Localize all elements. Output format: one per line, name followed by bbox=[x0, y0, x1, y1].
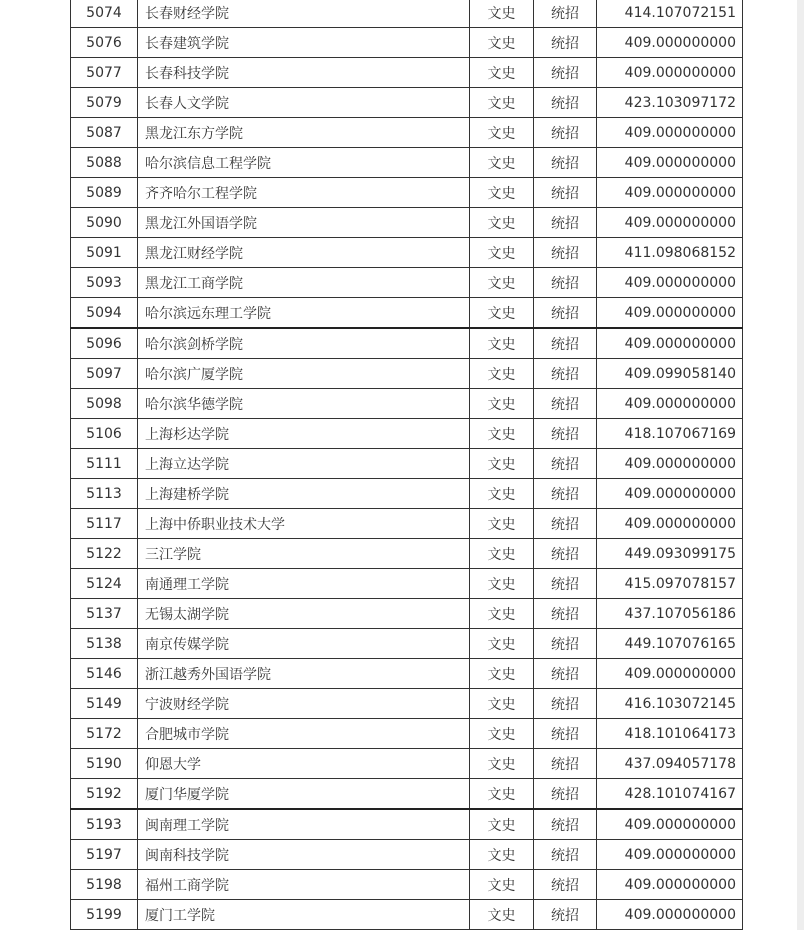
score-cell: 409.000000000 bbox=[597, 268, 743, 298]
school-code-cell: 5096 bbox=[71, 328, 138, 359]
subject-type-cell: 文史 bbox=[470, 599, 534, 629]
table-row bbox=[71, 118, 743, 148]
score-cell: 409.099058140 bbox=[597, 359, 743, 389]
school-name-cell: 厦门工学院 bbox=[138, 900, 470, 930]
subject-type-cell: 文史 bbox=[470, 749, 534, 779]
admission-mode-cell: 统招 bbox=[534, 870, 597, 900]
school-name-cell: 上海中侨职业技术大学 bbox=[138, 509, 470, 539]
subject-type-cell: 文史 bbox=[470, 479, 534, 509]
admission-mode-cell: 统招 bbox=[534, 178, 597, 208]
school-code-cell: 5074 bbox=[71, 0, 138, 28]
score-cell: 437.094057178 bbox=[597, 749, 743, 779]
admission-score-table bbox=[70, 0, 743, 930]
school-code-cell: 5088 bbox=[71, 148, 138, 178]
school-code-cell: 5090 bbox=[71, 208, 138, 238]
score-cell: 409.000000000 bbox=[597, 58, 743, 88]
school-name-cell: 南通理工学院 bbox=[138, 569, 470, 599]
subject-type-cell: 文史 bbox=[470, 449, 534, 479]
school-code-cell: 5124 bbox=[71, 569, 138, 599]
school-code-cell: 5149 bbox=[71, 689, 138, 719]
admission-mode-cell: 统招 bbox=[534, 58, 597, 88]
school-name-cell: 上海立达学院 bbox=[138, 449, 470, 479]
school-name-cell: 黑龙江财经学院 bbox=[138, 238, 470, 268]
school-name-cell: 福州工商学院 bbox=[138, 870, 470, 900]
admission-mode-cell: 统招 bbox=[534, 419, 597, 449]
table-row bbox=[71, 238, 743, 268]
school-code-cell: 5117 bbox=[71, 509, 138, 539]
school-name-cell: 哈尔滨剑桥学院 bbox=[138, 328, 470, 359]
score-cell: 409.000000000 bbox=[597, 449, 743, 479]
table-row bbox=[71, 328, 743, 359]
school-code-cell: 5198 bbox=[71, 870, 138, 900]
school-code-cell: 5193 bbox=[71, 809, 138, 840]
table-row bbox=[71, 58, 743, 88]
admission-mode-cell: 统招 bbox=[534, 449, 597, 479]
admission-mode-cell: 统招 bbox=[534, 569, 597, 599]
table-row bbox=[71, 840, 743, 870]
subject-type-cell: 文史 bbox=[470, 298, 534, 329]
score-cell: 415.097078157 bbox=[597, 569, 743, 599]
admission-mode-cell: 统招 bbox=[534, 389, 597, 419]
school-name-cell: 闽南理工学院 bbox=[138, 809, 470, 840]
score-cell: 409.000000000 bbox=[597, 840, 743, 870]
subject-type-cell: 文史 bbox=[470, 148, 534, 178]
school-code-cell: 5077 bbox=[71, 58, 138, 88]
admission-mode-cell: 统招 bbox=[534, 599, 597, 629]
subject-type-cell: 文史 bbox=[470, 359, 534, 389]
score-cell: 409.000000000 bbox=[597, 659, 743, 689]
school-name-cell: 无锡太湖学院 bbox=[138, 599, 470, 629]
table-row bbox=[71, 178, 743, 208]
table-row bbox=[71, 148, 743, 178]
school-name-cell: 长春人文学院 bbox=[138, 88, 470, 118]
school-name-cell: 上海建桥学院 bbox=[138, 479, 470, 509]
admission-mode-cell: 统招 bbox=[534, 118, 597, 148]
score-cell: 409.000000000 bbox=[597, 148, 743, 178]
table-row bbox=[71, 569, 743, 599]
subject-type-cell: 文史 bbox=[470, 389, 534, 419]
school-name-cell: 长春财经学院 bbox=[138, 0, 470, 28]
table-row bbox=[71, 208, 743, 238]
score-cell: 409.000000000 bbox=[597, 389, 743, 419]
school-name-cell: 哈尔滨广厦学院 bbox=[138, 359, 470, 389]
score-cell: 409.000000000 bbox=[597, 479, 743, 509]
school-code-cell: 5190 bbox=[71, 749, 138, 779]
subject-type-cell: 文史 bbox=[470, 809, 534, 840]
school-name-cell: 哈尔滨信息工程学院 bbox=[138, 148, 470, 178]
subject-type-cell: 文史 bbox=[470, 28, 534, 58]
school-code-cell: 5087 bbox=[71, 118, 138, 148]
score-cell: 437.107056186 bbox=[597, 599, 743, 629]
table-row bbox=[71, 599, 743, 629]
subject-type-cell: 文史 bbox=[470, 268, 534, 298]
score-cell: 409.000000000 bbox=[597, 900, 743, 930]
score-cell: 416.103072145 bbox=[597, 689, 743, 719]
table-row bbox=[71, 28, 743, 58]
subject-type-cell: 文史 bbox=[470, 58, 534, 88]
school-name-cell: 哈尔滨华德学院 bbox=[138, 389, 470, 419]
table-row bbox=[71, 539, 743, 569]
score-cell: 449.093099175 bbox=[597, 539, 743, 569]
subject-type-cell: 文史 bbox=[470, 840, 534, 870]
table-row bbox=[71, 719, 743, 749]
subject-type-cell: 文史 bbox=[470, 0, 534, 28]
table-row bbox=[71, 389, 743, 419]
table-row bbox=[71, 268, 743, 298]
table-row bbox=[71, 298, 743, 329]
score-cell: 428.101074167 bbox=[597, 779, 743, 810]
school-name-cell: 三江学院 bbox=[138, 539, 470, 569]
school-name-cell: 宁波财经学院 bbox=[138, 689, 470, 719]
table-row bbox=[71, 419, 743, 449]
admission-mode-cell: 统招 bbox=[534, 719, 597, 749]
subject-type-cell: 文史 bbox=[470, 419, 534, 449]
subject-type-cell: 文史 bbox=[470, 118, 534, 148]
subject-type-cell: 文史 bbox=[470, 659, 534, 689]
school-code-cell: 5199 bbox=[71, 900, 138, 930]
subject-type-cell: 文史 bbox=[470, 900, 534, 930]
score-cell: 423.103097172 bbox=[597, 88, 743, 118]
school-name-cell: 黑龙江工商学院 bbox=[138, 268, 470, 298]
admission-mode-cell: 统招 bbox=[534, 659, 597, 689]
admission-mode-cell: 统招 bbox=[534, 539, 597, 569]
admission-mode-cell: 统招 bbox=[534, 749, 597, 779]
school-name-cell: 黑龙江东方学院 bbox=[138, 118, 470, 148]
score-cell: 409.000000000 bbox=[597, 328, 743, 359]
subject-type-cell: 文史 bbox=[470, 629, 534, 659]
table-body bbox=[71, 0, 743, 930]
admission-mode-cell: 统招 bbox=[534, 88, 597, 118]
score-cell: 409.000000000 bbox=[597, 178, 743, 208]
school-name-cell: 仰恩大学 bbox=[138, 749, 470, 779]
subject-type-cell: 文史 bbox=[470, 719, 534, 749]
score-cell: 449.107076165 bbox=[597, 629, 743, 659]
admission-mode-cell: 统招 bbox=[534, 0, 597, 28]
school-code-cell: 5098 bbox=[71, 389, 138, 419]
score-cell: 414.107072151 bbox=[597, 0, 743, 28]
school-code-cell: 5113 bbox=[71, 479, 138, 509]
school-code-cell: 5089 bbox=[71, 178, 138, 208]
school-name-cell: 南京传媒学院 bbox=[138, 629, 470, 659]
admission-mode-cell: 统招 bbox=[534, 629, 597, 659]
admission-mode-cell: 统招 bbox=[534, 479, 597, 509]
score-cell: 409.000000000 bbox=[597, 208, 743, 238]
admission-mode-cell: 统招 bbox=[534, 328, 597, 359]
score-cell: 409.000000000 bbox=[597, 870, 743, 900]
subject-type-cell: 文史 bbox=[470, 779, 534, 810]
school-name-cell: 长春科技学院 bbox=[138, 58, 470, 88]
score-cell: 418.107067169 bbox=[597, 419, 743, 449]
school-code-cell: 5197 bbox=[71, 840, 138, 870]
admission-mode-cell: 统招 bbox=[534, 298, 597, 329]
school-code-cell: 5091 bbox=[71, 238, 138, 268]
score-cell: 411.098068152 bbox=[597, 238, 743, 268]
school-name-cell: 合肥城市学院 bbox=[138, 719, 470, 749]
table-row bbox=[71, 449, 743, 479]
school-code-cell: 5122 bbox=[71, 539, 138, 569]
school-code-cell: 5111 bbox=[71, 449, 138, 479]
subject-type-cell: 文史 bbox=[470, 208, 534, 238]
score-cell: 418.101064173 bbox=[597, 719, 743, 749]
school-code-cell: 5076 bbox=[71, 28, 138, 58]
school-code-cell: 5146 bbox=[71, 659, 138, 689]
subject-type-cell: 文史 bbox=[470, 539, 534, 569]
school-code-cell: 5138 bbox=[71, 629, 138, 659]
school-code-cell: 5093 bbox=[71, 268, 138, 298]
table-row bbox=[71, 0, 743, 28]
subject-type-cell: 文史 bbox=[470, 870, 534, 900]
table-row bbox=[71, 689, 743, 719]
school-code-cell: 5106 bbox=[71, 419, 138, 449]
page-right-edge bbox=[797, 0, 804, 930]
subject-type-cell: 文史 bbox=[470, 689, 534, 719]
subject-type-cell: 文史 bbox=[470, 178, 534, 208]
admission-mode-cell: 统招 bbox=[534, 509, 597, 539]
school-name-cell: 闽南科技学院 bbox=[138, 840, 470, 870]
school-code-cell: 5192 bbox=[71, 779, 138, 810]
admission-mode-cell: 统招 bbox=[534, 28, 597, 58]
score-cell: 409.000000000 bbox=[597, 809, 743, 840]
table-row bbox=[71, 359, 743, 389]
table-row bbox=[71, 809, 743, 840]
admission-mode-cell: 统招 bbox=[534, 268, 597, 298]
subject-type-cell: 文史 bbox=[470, 569, 534, 599]
table-row bbox=[71, 509, 743, 539]
school-name-cell: 长春建筑学院 bbox=[138, 28, 470, 58]
table-row bbox=[71, 900, 743, 930]
admission-mode-cell: 统招 bbox=[534, 359, 597, 389]
subject-type-cell: 文史 bbox=[470, 328, 534, 359]
school-code-cell: 5094 bbox=[71, 298, 138, 329]
school-name-cell: 厦门华厦学院 bbox=[138, 779, 470, 810]
school-code-cell: 5137 bbox=[71, 599, 138, 629]
table-row bbox=[71, 659, 743, 689]
admission-mode-cell: 统招 bbox=[534, 900, 597, 930]
table-row bbox=[71, 870, 743, 900]
school-name-cell: 齐齐哈尔工程学院 bbox=[138, 178, 470, 208]
school-name-cell: 哈尔滨远东理工学院 bbox=[138, 298, 470, 329]
school-code-cell: 5172 bbox=[71, 719, 138, 749]
table-row bbox=[71, 88, 743, 118]
school-code-cell: 5079 bbox=[71, 88, 138, 118]
school-name-cell: 上海杉达学院 bbox=[138, 419, 470, 449]
score-cell: 409.000000000 bbox=[597, 118, 743, 148]
table-row bbox=[71, 479, 743, 509]
table-row bbox=[71, 779, 743, 810]
score-cell: 409.000000000 bbox=[597, 28, 743, 58]
score-cell: 409.000000000 bbox=[597, 298, 743, 329]
school-name-cell: 黑龙江外国语学院 bbox=[138, 208, 470, 238]
admission-mode-cell: 统招 bbox=[534, 148, 597, 178]
score-cell: 409.000000000 bbox=[597, 509, 743, 539]
admission-mode-cell: 统招 bbox=[534, 779, 597, 810]
table-row bbox=[71, 629, 743, 659]
admission-mode-cell: 统招 bbox=[534, 689, 597, 719]
subject-type-cell: 文史 bbox=[470, 88, 534, 118]
admission-mode-cell: 统招 bbox=[534, 809, 597, 840]
school-code-cell: 5097 bbox=[71, 359, 138, 389]
subject-type-cell: 文史 bbox=[470, 238, 534, 268]
admission-mode-cell: 统招 bbox=[534, 840, 597, 870]
school-name-cell: 浙江越秀外国语学院 bbox=[138, 659, 470, 689]
admission-mode-cell: 统招 bbox=[534, 208, 597, 238]
table-row bbox=[71, 749, 743, 779]
admission-mode-cell: 统招 bbox=[534, 238, 597, 268]
subject-type-cell: 文史 bbox=[470, 509, 534, 539]
